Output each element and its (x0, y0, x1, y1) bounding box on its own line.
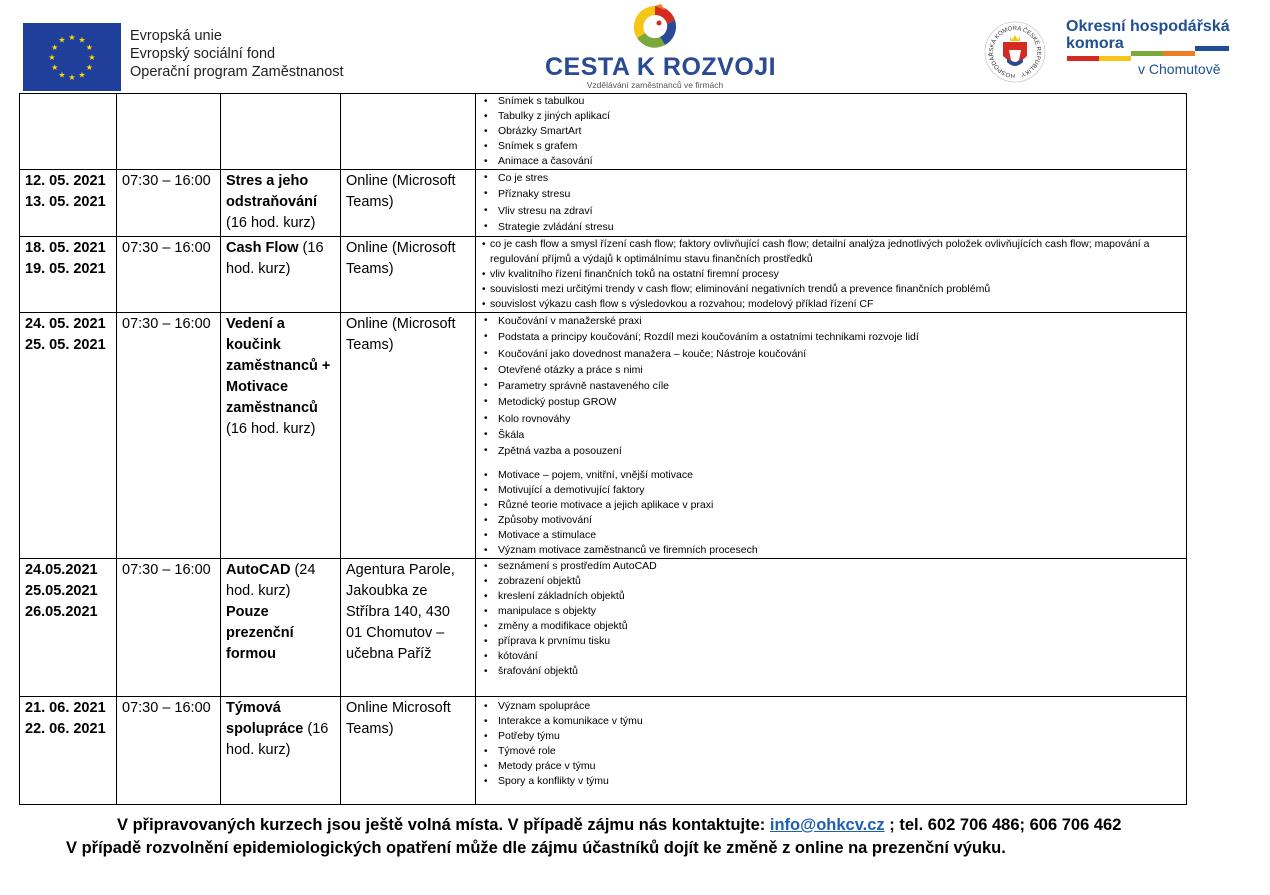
topic-item: • vliv kvalitního řízení finančních toků na ostatní firemní procesy (481, 267, 1182, 282)
topic-list (481, 313, 1182, 460)
course-date: 13. 05. 2021 (25, 194, 106, 210)
table-row (20, 94, 1187, 170)
eu-line: Operační program Zaměstnanost (130, 64, 344, 80)
topic-item: • Význam motivace zaměstnanců ve firemních procesech (481, 543, 1182, 558)
course-title-cell (221, 94, 341, 170)
eu-star-icon: ★ (68, 73, 76, 82)
course-date: 21. 06. 2021 (25, 700, 106, 716)
course-title-cell (221, 697, 341, 805)
course-date: 24.05.2021 (25, 562, 98, 578)
course-hours: (24 hod. kurz) (226, 562, 316, 599)
date-cell (20, 313, 117, 559)
epidemic-notice: V případě rozvolnění epidemiologických opatření může dle zájmu účastníků dojít ke změně z online na prezenční výuku. (66, 839, 1006, 857)
course-title: Cash Flow (226, 240, 299, 256)
topic-item: • Obrázky SmartArt (481, 124, 1182, 139)
location-cell (341, 313, 476, 559)
eu-star-icon: ★ (85, 63, 93, 72)
topic-item: • zobrazení objektů (481, 574, 1182, 589)
table-row (20, 559, 1187, 697)
course-date: 25. 05. 2021 (25, 337, 106, 353)
course-title: Stres a jeho odstraňování (226, 173, 318, 210)
date-cell (20, 170, 117, 237)
topic-item: • Parametry správně nastaveného cíle (481, 378, 1182, 394)
location-cell (341, 170, 476, 237)
eu-star-icon: ★ (68, 33, 76, 42)
course-hours: (16 hod. kurz) (226, 215, 316, 231)
topic-item: • Motivace – pojem, vnitřní, vnější motivace (481, 468, 1182, 483)
chamber-emblem-icon (983, 20, 1047, 84)
course-date: 25.05.2021 (25, 583, 98, 599)
topic-item: • Strategie zvládání stresu (481, 219, 1182, 235)
topic-item: • Potřeby týmu (481, 729, 1182, 744)
topic-item: • změny a modifikace objektů (481, 619, 1182, 634)
eu-star-icon: ★ (48, 53, 56, 62)
topic-item: • Zpětná vazba a posouzení (481, 443, 1182, 459)
time-cell (117, 559, 221, 697)
table-row (20, 697, 1187, 805)
eu-program-text (130, 27, 344, 81)
topic-item: • Metody práce v týmu (481, 759, 1182, 774)
course-title: AutoCAD (226, 562, 291, 578)
topics-cell (476, 94, 1187, 170)
topics-cell (476, 237, 1187, 313)
course-location: Online (Microsoft Teams) (346, 173, 456, 210)
course-hours: (16 hod. kurz) (226, 721, 329, 758)
course-time: 07:30 – 16:00 (122, 173, 211, 189)
topic-item: • Škála (481, 427, 1182, 443)
notice-text: V připravovaných kurzech jsou ještě volná místa. V případě zájmu nás kontaktujte: (117, 816, 770, 834)
eu-line: Evropský sociální fond (130, 46, 276, 62)
topic-item: • Tabulky z jiných aplikací (481, 109, 1182, 124)
topic-item: • Co je stres (481, 170, 1182, 186)
eu-star-icon: ★ (78, 35, 86, 45)
location-cell (341, 94, 476, 170)
topic-item: • Podstata a principy koučování; Rozdíl mezi koučováním a ostatními technikami rozvoje lidí (481, 329, 1182, 345)
topic-item: • Motivace a stimulace (481, 528, 1182, 543)
location-cell (341, 559, 476, 697)
topic-item: • Motivující a demotivující faktory (481, 483, 1182, 498)
course-title-cell (221, 237, 341, 313)
topic-list (481, 170, 1182, 235)
topic-item: • Animace a časování (481, 154, 1182, 169)
time-cell (117, 697, 221, 805)
date-cell (20, 697, 117, 805)
topics-cell (476, 313, 1187, 559)
eu-star-icon: ★ (58, 35, 66, 45)
topics-cell (476, 559, 1187, 697)
eu-star-icon: ★ (85, 43, 93, 52)
phone-numbers: ; tel. 602 706 486; 606 706 462 (884, 816, 1122, 834)
course-location: Online Microsoft Teams) (346, 700, 451, 737)
topic-item: • souvislost výkazu cash flow s výsledovkou a rozvahou; modelový příklad řízení CF (481, 297, 1182, 312)
date-cell (20, 237, 117, 313)
course-date: 24. 05. 2021 (25, 316, 106, 332)
topics-cell (476, 170, 1187, 237)
eu-star-icon: ★ (51, 43, 59, 52)
contact-email-link[interactable]: info@ohkcv.cz (769, 816, 885, 834)
topic-list (481, 94, 1182, 169)
chamber-city: v Chomutově (1138, 61, 1221, 77)
topic-item: • Metodický postup GROW (481, 394, 1182, 410)
eu-flag-logo (23, 23, 121, 91)
course-hours: (16 hod. kurz) (226, 240, 324, 277)
cesta-title: CESTA K ROZVOJI (545, 53, 777, 81)
topic-item: • Interakce a komunikace v týmu (481, 714, 1182, 729)
course-time: 07:30 – 16:00 (122, 700, 211, 716)
eu-star-icon: ★ (78, 70, 86, 80)
topic-item: • příprava k prvnímu tisku (481, 634, 1182, 649)
gear-people-icon (625, 2, 685, 52)
time-cell (117, 170, 221, 237)
course-date: 22. 06. 2021 (25, 721, 106, 737)
eu-line: Evropská unie (130, 28, 222, 44)
topics-cell (476, 697, 1187, 805)
course-date: 12. 05. 2021 (25, 173, 106, 189)
topic-item: • Týmové role (481, 744, 1182, 759)
date-cell (20, 559, 117, 697)
topic-item: • Kolo rovnováhy (481, 411, 1182, 427)
table-row (20, 313, 1187, 559)
topic-item: • souvislosti mezi určitými trendy v cash flow; eliminování negativních trendů a prevence finančních problémů (481, 282, 1182, 297)
course-title: Týmová spolupráce (226, 700, 304, 737)
course-title: Vedení a koučink zaměstnanců + Motivace zaměstnanců (226, 316, 331, 416)
topic-item: • Otevřené otázky a práce s nimi (481, 362, 1182, 378)
topic-list (481, 468, 1182, 558)
date-cell (20, 94, 117, 170)
topic-item: • šrafování objektů (481, 664, 1182, 679)
course-schedule-table (19, 93, 1187, 805)
course-note: Pouze prezenční formou (226, 604, 294, 662)
course-location: Online (Microsoft Teams) (346, 316, 456, 353)
location-cell (341, 237, 476, 313)
topic-item: • Vliv stresu na zdraví (481, 203, 1182, 219)
topic-list (481, 697, 1182, 789)
topic-item: • Koučování jako dovednost manažera – kouče; Nástroje koučování (481, 346, 1182, 362)
eu-star-icon: ★ (51, 63, 59, 72)
course-time: 07:30 – 16:00 (122, 240, 211, 256)
topic-item: • kótování (481, 649, 1182, 664)
topic-item: • kreslení základních objektů (481, 589, 1182, 604)
course-time: 07:30 – 16:00 (122, 316, 211, 332)
topic-item: • Způsoby motivování (481, 513, 1182, 528)
table-row (20, 237, 1187, 313)
topic-item: • Snímek s grafem (481, 139, 1182, 154)
topic-item: • seznámení s prostředím AutoCAD (481, 559, 1182, 574)
course-title-cell (221, 559, 341, 697)
table-row (20, 170, 1187, 237)
time-cell (117, 237, 221, 313)
course-title-cell (221, 313, 341, 559)
topic-item: • Spory a konflikty v týmu (481, 774, 1182, 789)
topic-item: • Snímek s tabulkou (481, 94, 1182, 109)
topic-item: • co je cash flow a smysl řízení cash flow; faktory ovlivňující cash flow; detailní analýza jednotlivých položek ovlivňujících cash flow; mapování a regulování příjmů a výdajů k optimálnímu stavu finančních prostředků (481, 237, 1182, 267)
chamber-name-line: komora (1066, 35, 1124, 52)
course-date: 26.05.2021 (25, 604, 98, 620)
availability-notice (117, 816, 1121, 835)
eu-star-icon: ★ (58, 70, 66, 80)
course-time: 07:30 – 16:00 (122, 562, 211, 578)
time-cell (117, 313, 221, 559)
course-date: 19. 05. 2021 (25, 261, 106, 277)
course-date: 18. 05. 2021 (25, 240, 106, 256)
time-cell (117, 94, 221, 170)
svg-text:HOSPODÁŘSKÁ KOMORA ČESKÉ REPUB: HOSPODÁŘSKÁ KOMORA ČESKÉ REPUBLIKY (988, 25, 1042, 79)
chamber-name-line: Okresní hospodářská (1066, 18, 1230, 35)
topic-item: • Různé teorie motivace a jejich aplikace v praxi (481, 498, 1182, 513)
course-location: Online (Microsoft Teams) (346, 240, 456, 277)
page-header (0, 0, 1270, 93)
topic-list (481, 559, 1182, 679)
course-location: Agentura Parole, Jakoubka ze Stříbra 140, 430 01 Chomutov – učebna Paříž (346, 562, 455, 662)
eu-star-icon: ★ (88, 53, 96, 62)
course-title-cell (221, 170, 341, 237)
topic-item: • Koučování v manažerské praxi (481, 313, 1182, 329)
topic-item: • Příznaky stresu (481, 186, 1182, 202)
cesta-subtitle: Vzdělávání zaměstnanců ve firmách (586, 80, 724, 90)
location-cell (341, 697, 476, 805)
topic-item: • Význam spolupráce (481, 699, 1182, 714)
cesta-k-rozvoji-logo (545, 2, 777, 94)
topic-item: • manipulace s objekty (481, 604, 1182, 619)
course-hours: (16 hod. kurz) (226, 421, 316, 437)
topic-list (481, 237, 1182, 312)
